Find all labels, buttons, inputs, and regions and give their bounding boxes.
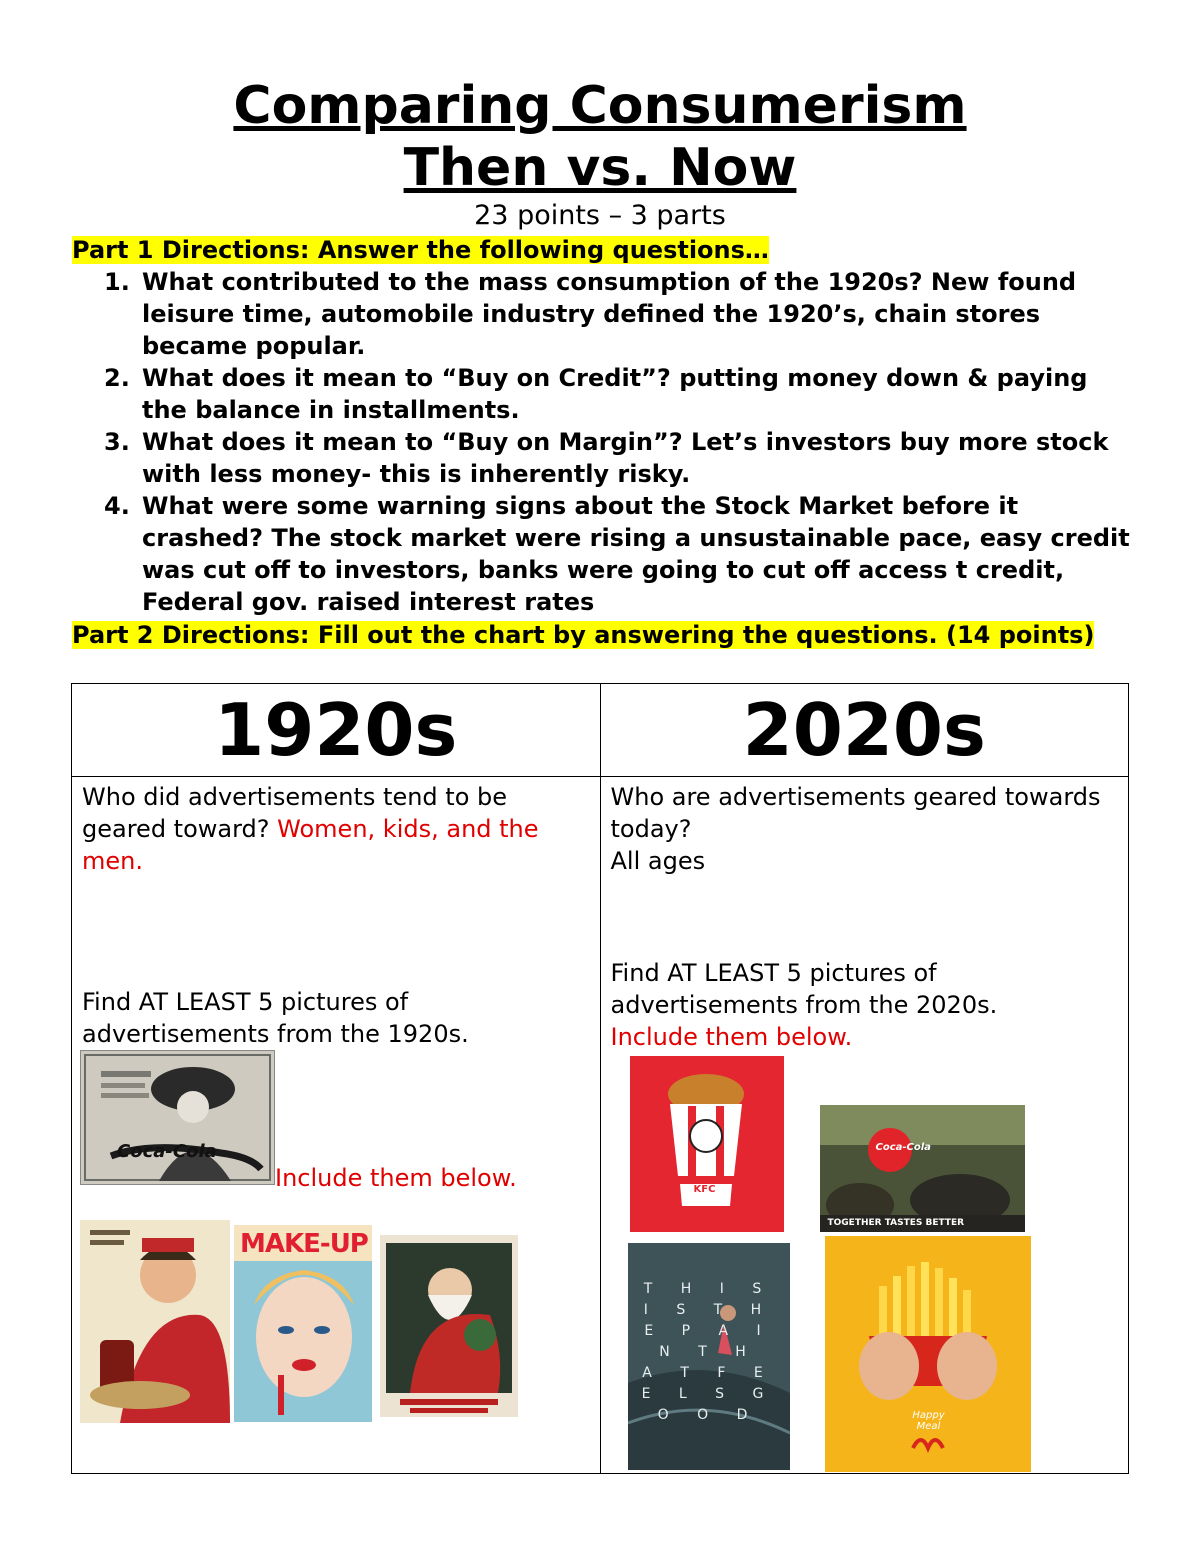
ad-image-running: T H I S I S T H E P A I N T H A T F E E L S G O O D: [628, 1243, 790, 1470]
question-2020s: Who are advertisements geared towards today? All ages: [610, 783, 1101, 875]
answer-1920s: Women, kids, and the men.: [82, 815, 539, 875]
question-item: 3. What does it mean to “Buy on Margin”? Let’s investors buy more stock with less money- this is inherently risky.: [104, 428, 1109, 488]
part1-directions: Part 1 Directions: Answer the following questions…: [72, 236, 769, 264]
ad-image-cocacola-2020s: Coca-Cola TOGETHER TASTES BETTER: [820, 1105, 1025, 1232]
page-title-line2: Then vs. Now: [403, 138, 797, 198]
header-2020s: 2020s: [600, 684, 1129, 777]
find-2020s: Find AT LEAST 5 pictures of advertisements from the 2020s.: [610, 959, 998, 1019]
ad-image-makeup: MAKE-UP: [234, 1225, 372, 1422]
include-2020s: Include them below.: [610, 1023, 853, 1051]
page-title-line1: Comparing Consumerism: [233, 76, 967, 136]
part2-directions: Part 2 Directions: Fill out the chart by answering the questions. (14 points): [72, 621, 1095, 649]
cell-2020s: [600, 777, 1129, 1474]
answer-2020s: All ages: [610, 847, 706, 875]
ad-image-cocacola-1920s: Coca-Cola: [80, 1050, 275, 1185]
comparison-chart: [71, 683, 1129, 1474]
question-item: 4. What were some warning signs about the Stock Market before it crashed? The stock market were rising a unsustainable pace, easy credit was cut off to investors, banks were going to cut off access t credit, Federal gov. raised interest rates: [104, 492, 1130, 616]
question-list: [104, 266, 1134, 618]
find-1920s: Find AT LEAST 5 pictures of advertisements from the 1920s.: [82, 988, 469, 1048]
ad-image-kfc: KFC: [630, 1056, 784, 1232]
points-subtitle: 23 points – 3 parts: [474, 200, 726, 231]
ad-image-santa: [380, 1235, 518, 1417]
cell-1920s: [72, 777, 601, 1474]
question-item: 1. What contributed to the mass consumption of the 1920s? New found leisure time, automobile industry defined the 1920’s, chain stores became popular.: [104, 268, 1077, 360]
ad-image-bellhop: [80, 1220, 230, 1423]
question-item: 2. What does it mean to “Buy on Credit”? putting money down & paying the balance in installments.: [104, 364, 1088, 424]
header-1920s: 1920s: [72, 684, 601, 777]
question-1920s: Who did advertisements tend to be geared toward? Women, kids, and the men.: [82, 783, 539, 875]
ad-image-mcdonalds: Happy Meal: [825, 1236, 1031, 1472]
include-1920s: Include them below.: [275, 1164, 517, 1192]
